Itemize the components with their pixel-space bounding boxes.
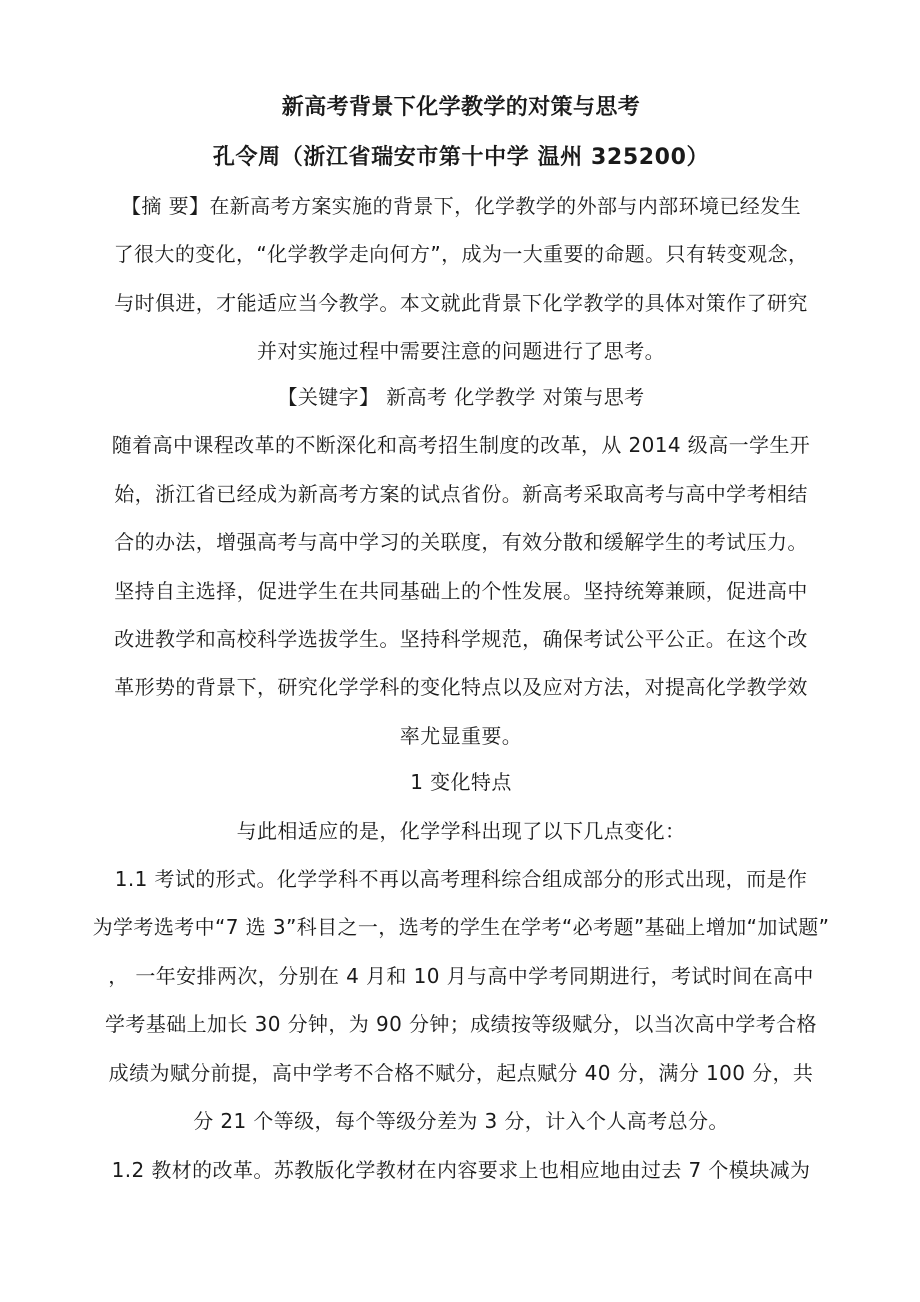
- intro-line: 率尤显重要。: [399, 724, 523, 748]
- item-1-line: 为学考选考中“7 选 3”科目之一，选考的学生在学考“必考题”基础上增加“加试题”: [92, 915, 830, 939]
- document-title: 新高考背景下化学教学的对策与思考: [281, 95, 641, 120]
- abstract-line: 了很大的变化，“化学教学走向何方”，成为一大重要的命题。只有转变观念，: [113, 242, 809, 266]
- intro-line: 合的办法，增强高考与高中学习的关联度，有效分散和缓解学生的考试压力。: [114, 530, 808, 554]
- item-1-line: ， 一年安排两次，分别在 4 月和 10 月与高中学考同期进行，考试时间在高中: [108, 964, 814, 988]
- item-1-line: 分 21 个等级，每个等级分差为 3 分，计入个人高考总分。: [193, 1109, 729, 1133]
- section-intro: 与此相适应的是，化学学科出现了以下几点变化：: [236, 819, 686, 843]
- intro-line: 坚持自主选择，促进学生在共同基础上的个性发展。坚持统筹兼顾，促进高中: [114, 579, 808, 603]
- abstract-line: 【摘 要】在新高考方案实施的背景下，化学教学的外部与内部环境已经发生: [121, 194, 801, 218]
- item-1-line: 1.1 考试的形式。化学学科不再以高考理科综合组成部分的形式出现，而是作: [114, 867, 808, 891]
- item-1-line: 成绩为赋分前提，高中学考不合格不赋分，起点赋分 40 分，满分 100 分，共: [108, 1061, 814, 1085]
- abstract-line: 并对实施过程中需要注意的问题进行了思考。: [257, 339, 665, 363]
- item-1-line: 学考基础上加长 30 分钟，为 90 分钟；成绩按等级赋分，以当次高中学考合格: [105, 1012, 817, 1036]
- section-heading: 1 变化特点: [410, 770, 512, 794]
- intro-line: 改进教学和高校科学选拔学生。坚持科学规范，确保考试公平公正。在这个改: [114, 627, 808, 651]
- keywords-line: 【关键字】 新高考 化学教学 对策与思考: [277, 385, 645, 409]
- intro-line: 随着高中课程改革的不断深化和高考招生制度的改革，从 2014 级高一学生开: [111, 433, 811, 457]
- author-affiliation: 孔令周（浙江省瑞安市第十中学 温州 325200）: [212, 145, 710, 170]
- intro-line: 革形势的背景下，研究化学学科的变化特点以及应对方法，对提高化学教学效: [114, 675, 808, 699]
- intro-line: 始，浙江省已经成为新高考方案的试点省份。新高考采取高考与高中学考相结: [114, 482, 808, 506]
- item-2-line: 1.2 教材的改革。苏教版化学教材在内容要求上也相应地由过去 7 个模块减为: [111, 1158, 811, 1182]
- abstract-line: 与时俱进，才能适应当今教学。本文就此背景下化学教学的具体对策作了研究: [114, 291, 808, 315]
